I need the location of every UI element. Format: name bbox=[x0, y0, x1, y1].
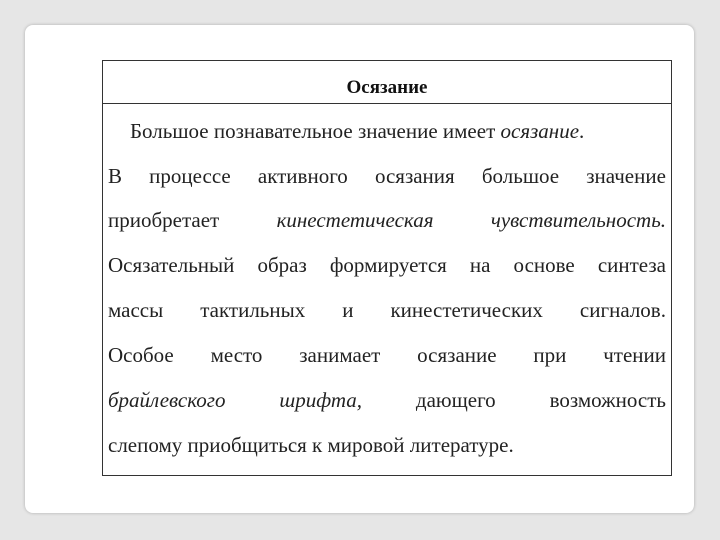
word: и bbox=[342, 298, 354, 322]
text-box bbox=[102, 60, 672, 476]
text-run: . bbox=[579, 119, 585, 143]
word: приобретает bbox=[108, 208, 220, 232]
word: дающего bbox=[415, 388, 496, 412]
word: место bbox=[210, 343, 263, 367]
word: осязание bbox=[417, 343, 497, 367]
italic-term: чувствительность. bbox=[490, 208, 666, 232]
paragraph-line-4 bbox=[108, 253, 666, 278]
section-title: Осязание bbox=[103, 61, 671, 104]
word: процессе bbox=[149, 164, 231, 188]
paragraph-line-1 bbox=[130, 119, 666, 144]
word: Особое bbox=[108, 343, 174, 367]
word: большое bbox=[481, 164, 560, 188]
word: образ bbox=[257, 253, 307, 277]
word: возможность bbox=[549, 388, 666, 412]
italic-term: брайлевского bbox=[108, 388, 226, 412]
word: значение bbox=[586, 164, 666, 188]
word: формируется bbox=[329, 253, 447, 277]
italic-term: осязание bbox=[500, 119, 580, 143]
word: В bbox=[108, 164, 123, 188]
word: массы bbox=[108, 298, 164, 322]
word: на bbox=[469, 253, 491, 277]
paragraph-line-6 bbox=[108, 343, 666, 368]
word: Осязательный bbox=[108, 253, 235, 277]
word: тактильных bbox=[200, 298, 306, 322]
word: чтении bbox=[603, 343, 666, 367]
word: при bbox=[533, 343, 567, 367]
word: осязания bbox=[374, 164, 455, 188]
word: основе bbox=[513, 253, 575, 277]
italic-term: шрифта, bbox=[279, 388, 363, 412]
word: занимает bbox=[299, 343, 381, 367]
paragraph-line-3 bbox=[108, 208, 666, 233]
word: кинестетических bbox=[390, 298, 543, 322]
paragraph-line-7 bbox=[108, 388, 666, 413]
slide bbox=[25, 25, 694, 513]
text-run: Большое познавательное значение имеет bbox=[130, 119, 501, 143]
italic-term: кинестетическая bbox=[276, 208, 434, 232]
word: синтеза bbox=[597, 253, 666, 277]
word: сигналов. bbox=[579, 298, 666, 322]
paragraph-line-5 bbox=[108, 298, 666, 323]
paragraph-line-2 bbox=[108, 164, 666, 189]
word: активного bbox=[257, 164, 348, 188]
paragraph-line-8: слепому приобщиться к мировой литературе. bbox=[108, 433, 514, 457]
